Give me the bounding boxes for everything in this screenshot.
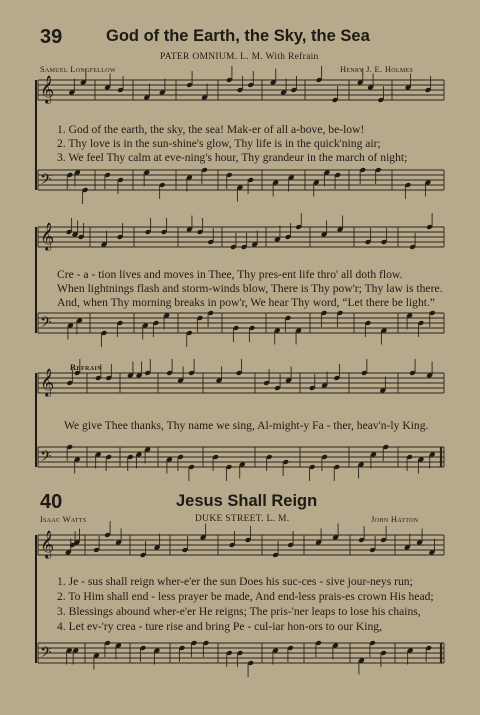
bass-clef-icon: 𝄢	[40, 171, 52, 192]
staff	[38, 521, 444, 559]
treble-clef-icon: 𝄞	[40, 222, 55, 250]
treble-clef-icon: 𝄞	[40, 530, 55, 558]
verse-line: 2. Thy love is in the sun-shine's glow, Thy life is in the quick'ning air;	[57, 137, 381, 150]
tune-name: PATER OMNIUM. L. M. With Refrain	[160, 52, 319, 62]
treble-clef-icon: 𝄞	[40, 368, 55, 396]
author-credit: Isaac Watts	[40, 514, 87, 524]
staff	[38, 640, 444, 677]
verse-line: 1. God of the earth, the sky, the sea! Mak-er of all a-bove, be-low!	[57, 123, 365, 136]
staff	[38, 213, 444, 251]
verse-line: Cre - a - tion lives and moves in Thee, Thy pres-ent life thro' all doth flow.	[57, 268, 403, 281]
bass-clef-icon: 𝄢	[40, 314, 52, 335]
staff	[38, 167, 444, 204]
verse-line: 2. To Him shall end - less prayer be made, And end-less prais-es crown His head;	[57, 590, 434, 603]
composer-credit: John Hatton	[371, 514, 419, 524]
verse-line: 4. Let ev-'ry crea - ture rise and bring Pe - cul-iar hon-ors to our King,	[57, 620, 382, 633]
verse-line: When lightnings flash and storm-winds blow, There is Thy pow'r; Thy law is there.	[57, 282, 443, 295]
hymn-number: 40	[40, 491, 63, 513]
bass-clef-icon: 𝄢	[40, 448, 52, 469]
hymn-title: God of the Earth, the Sky, the Sea	[106, 27, 370, 45]
author-credit: Samuel Longfellow	[40, 64, 116, 74]
staff	[38, 444, 444, 481]
refrain-line: We give Thee thanks, Thy name we sing, Al-might-y Fa - ther, heav'n-ly King.	[64, 419, 429, 432]
verse-line: 1. Je - sus shall reign wher-e'er the sun Does his suc-ces - sive jour-neys run;	[57, 575, 413, 588]
bass-clef-icon: 𝄢	[40, 644, 52, 665]
staff	[38, 310, 444, 347]
refrain-label: Refrain	[70, 362, 102, 372]
hymn-number: 39	[40, 26, 63, 48]
verse-line: 3. We feel Thy calm at eve-ning's hour, Thy grandeur in the march of night;	[57, 151, 408, 164]
verse-line: And, when Thy morning breaks in pow'r, We hear Thy word, “Let there be light.”	[57, 296, 436, 309]
composer-credit: Henry J. E. Holmes	[340, 64, 414, 74]
verse-line: 3. Blessings abound wher-e'er He reigns; The pris-'ner leaps to lose his chains,	[57, 605, 421, 618]
tune-name: DUKE STREET. L. M.	[195, 514, 290, 524]
treble-clef-icon: 𝄞	[40, 75, 55, 103]
hymn-title: Jesus Shall Reign	[176, 492, 318, 510]
